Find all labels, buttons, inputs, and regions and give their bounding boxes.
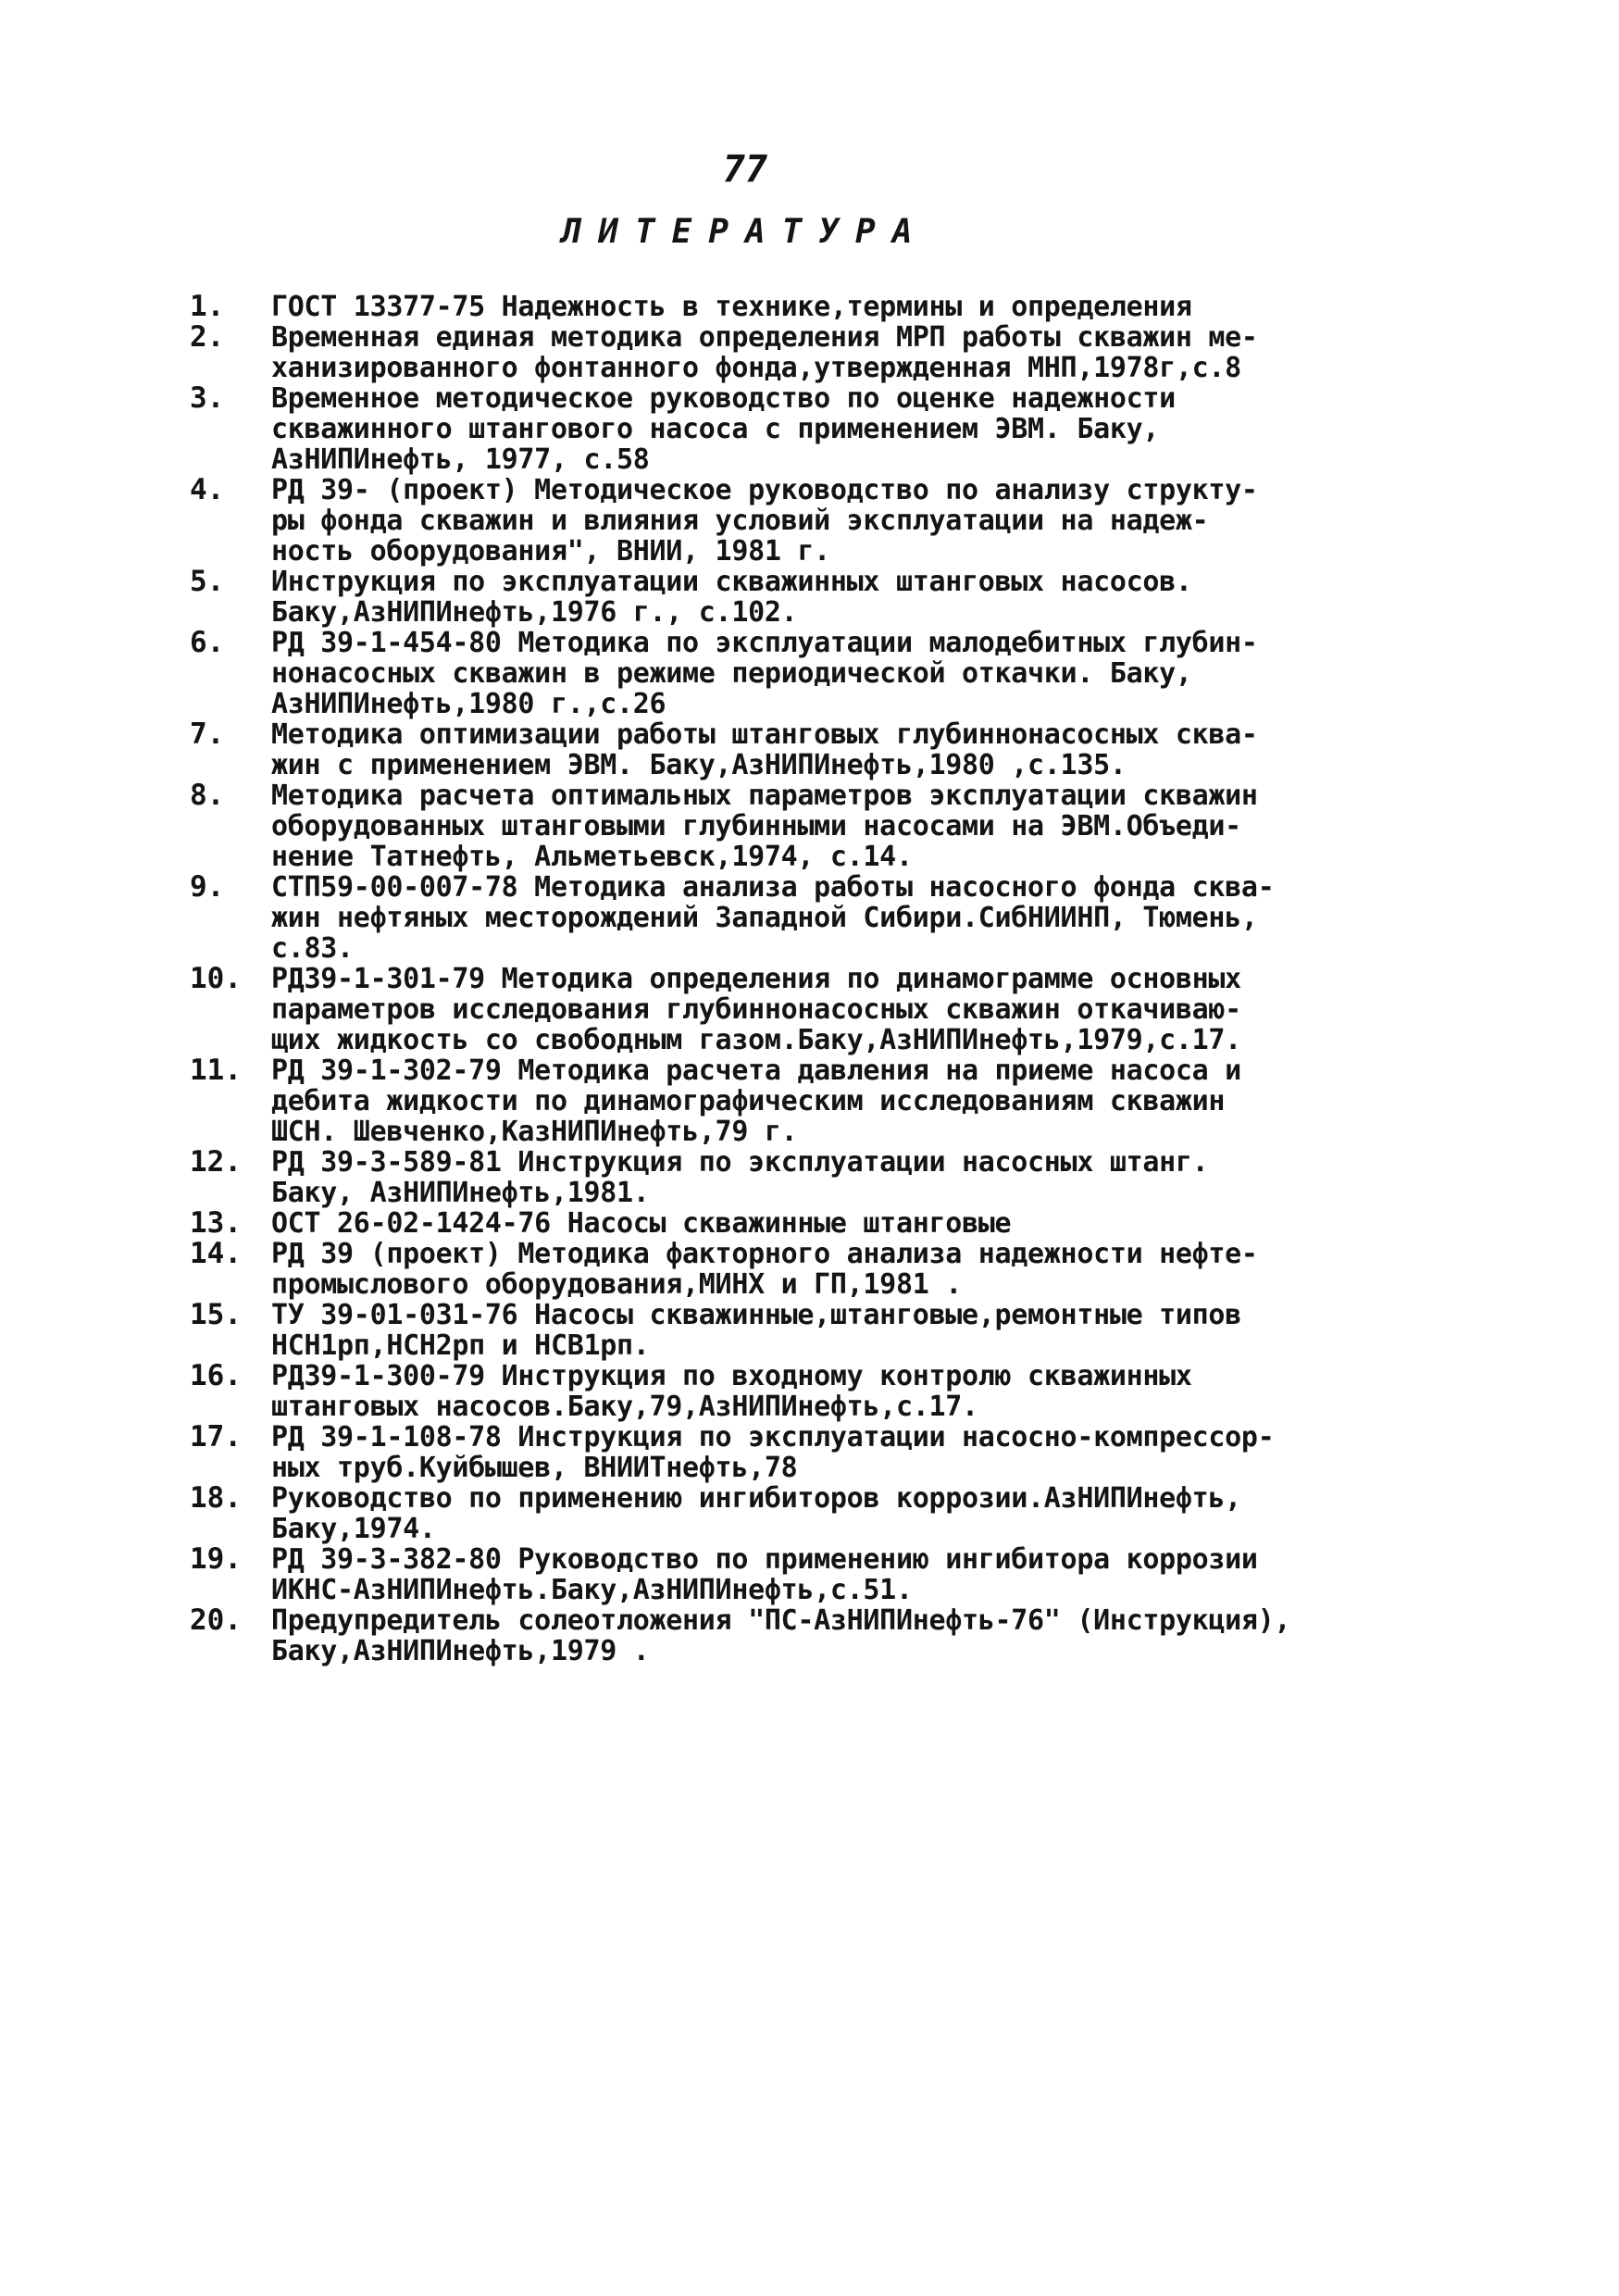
page-number: 77 <box>722 148 768 191</box>
reference-line: РД39-1-300-79 Инструкция по входному контролю скважинных <box>271 1360 1192 1392</box>
reference-text <box>271 1544 1467 1605</box>
reference-number: 20. <box>190 1603 242 1637</box>
reference-text <box>271 1208 1467 1239</box>
page-heading: ЛИТЕРАТУРА <box>561 213 929 251</box>
reference-number: 9. <box>190 870 225 904</box>
reference-item <box>190 475 1467 567</box>
reference-number: 17. <box>190 1420 242 1454</box>
reference-line: ных труб.Куйбышев, ВНИИТнефть,78 <box>271 1452 798 1484</box>
reference-line: Инструкция по эксплуатации скважинных штанговых насосов. <box>271 566 1192 598</box>
reference-item <box>190 1300 1467 1361</box>
reference-item <box>190 383 1467 475</box>
reference-item <box>190 1483 1467 1544</box>
reference-line: ность оборудования", ВНИИ, 1981 г. <box>271 535 830 568</box>
reference-line: АзНИПИнефть,1980 г.,с.26 <box>271 688 666 720</box>
reference-line: промыслового оборудования,МИНХ и ГП,1981 . <box>271 1268 962 1301</box>
reference-line: Методика оптимизации работы штанговых глубиннонасосных сква- <box>271 718 1258 751</box>
reference-number: 5. <box>190 565 225 598</box>
reference-number: 8. <box>190 779 225 812</box>
reference-item <box>190 964 1467 1055</box>
reference-number: 18. <box>190 1481 242 1515</box>
reference-text <box>271 628 1467 719</box>
reference-text <box>271 292 1467 322</box>
reference-item <box>190 719 1467 780</box>
reference-text <box>271 1605 1467 1666</box>
reference-number: 2. <box>190 320 225 354</box>
reference-line: ИКНС-АзНИПИнефть.Баку,АзНИПИнефть,с.51. <box>271 1574 913 1606</box>
reference-number: 6. <box>190 626 225 659</box>
reference-text <box>271 1239 1467 1300</box>
reference-list <box>190 292 1467 1666</box>
reference-line: нение Татнефть, Альметьевск,1974, с.14. <box>271 841 913 873</box>
reference-line: РД 39-3-382-80 Руководство по применению ингибитора коррозии <box>271 1543 1258 1576</box>
reference-line: с.83. <box>271 932 354 965</box>
reference-item <box>190 1361 1467 1422</box>
reference-line: ры фонда скважин и влияния условий эксплуатации на надеж- <box>271 505 1209 537</box>
reference-line: штанговых насосов.Баку,79,АзНИПИнефть,с.17. <box>271 1391 978 1423</box>
reference-number: 1. <box>190 290 225 323</box>
reference-line: ШСН. Шевченко,КазНИПИнефть,79 г. <box>271 1116 798 1148</box>
reference-line: оборудованных штанговыми глубинными насосами на ЭВМ.Объеди- <box>271 810 1241 842</box>
reference-line: РД 39 (проект) Методика факторного анализа надежности нефте- <box>271 1238 1258 1270</box>
reference-item <box>190 292 1467 322</box>
reference-text <box>271 1147 1467 1208</box>
reference-number: 19. <box>190 1542 242 1576</box>
reference-line: ханизированного фонтанного фонда,утвержденная МНП,1978г,с.8 <box>271 352 1241 384</box>
reference-text <box>271 964 1467 1055</box>
reference-number: 16. <box>190 1359 242 1392</box>
reference-text <box>271 1483 1467 1544</box>
reference-item <box>190 1544 1467 1605</box>
reference-line: жин с применением ЭВМ. Баку,АзНИПИнефть,1980 ,с.135. <box>271 749 1127 781</box>
reference-line: дебита жидкости по динамографическим исследованиям скважин <box>271 1085 1226 1117</box>
reference-item <box>190 1055 1467 1147</box>
reference-number: 10. <box>190 962 242 995</box>
reference-text <box>271 1361 1467 1422</box>
reference-line: СТП59-00-007-78 Методика анализа работы насосного фонда сква- <box>271 871 1275 904</box>
reference-line: Предупредитель солеотложения "ПС-АзНИПИнефть-76" (Инструкция), <box>271 1604 1291 1637</box>
reference-text <box>271 567 1467 628</box>
reference-text <box>271 719 1467 780</box>
reference-line: Баку,1974. <box>271 1513 436 1545</box>
reference-text <box>271 322 1467 383</box>
reference-line: параметров исследования глубиннонасосных скважин откачиваю- <box>271 993 1241 1026</box>
reference-line: Методика расчета оптимальных параметров эксплуатации скважин <box>271 780 1258 812</box>
reference-text <box>271 1300 1467 1361</box>
reference-number: 4. <box>190 473 225 506</box>
reference-item <box>190 780 1467 872</box>
reference-line: нонасосных скважин в режиме периодической откачки. Баку, <box>271 657 1192 690</box>
reference-number: 3. <box>190 381 225 415</box>
reference-number: 15. <box>190 1298 242 1331</box>
reference-text <box>271 383 1467 475</box>
reference-line: жин нефтяных месторождений Западной Сибири.СибНИИНП, Тюмень, <box>271 902 1258 934</box>
reference-line: Временное методическое руководство по оценке надежности <box>271 382 1176 415</box>
reference-item <box>190 322 1467 383</box>
reference-line: Временная единая методика определения МРП работы скважин ме- <box>271 321 1258 354</box>
reference-item <box>190 872 1467 964</box>
reference-line: РД39-1-301-79 Методика определения по динамограмме основных <box>271 963 1241 995</box>
reference-line: Баку,АзНИПИнефть,1979 . <box>271 1635 650 1667</box>
reference-text <box>271 1055 1467 1147</box>
reference-item <box>190 1605 1467 1666</box>
reference-line: ОСТ 26-02-1424-76 Насосы скважинные штанговые <box>271 1207 1012 1240</box>
reference-line: АзНИПИнефть, 1977, с.58 <box>271 443 650 476</box>
reference-line: Баку, АзНИПИнефть,1981. <box>271 1177 650 1209</box>
reference-line: РД 39-1-302-79 Методика расчета давления на приеме насоса и <box>271 1054 1241 1087</box>
reference-number: 14. <box>190 1237 242 1270</box>
reference-line: РД 39-1-454-80 Методика по эксплуатации малодебитных глубин- <box>271 627 1258 659</box>
reference-item <box>190 1147 1467 1208</box>
reference-number: 12. <box>190 1145 242 1179</box>
reference-line: Руководство по применению ингибиторов коррозии.АзНИПИнефть, <box>271 1482 1241 1515</box>
reference-line: ГОСТ 13377-75 Надежность в технике,термины и определения <box>271 291 1192 323</box>
reference-number: 11. <box>190 1054 242 1087</box>
reference-line: НСН1рп,НСН2рп и НСВ1рп. <box>271 1329 650 1362</box>
reference-item <box>190 1239 1467 1300</box>
reference-item <box>190 567 1467 628</box>
reference-number: 13. <box>190 1206 242 1240</box>
reference-item <box>190 1422 1467 1483</box>
reference-line: РД 39- (проект) Методическое руководство по анализу структу- <box>271 474 1258 506</box>
reference-text <box>271 1422 1467 1483</box>
reference-line: Баку,АзНИПИнефть,1976 г., с.102. <box>271 596 798 629</box>
reference-item <box>190 1208 1467 1239</box>
reference-line: ТУ 39-01-031-76 Насосы скважинные,штанговые,ремонтные типов <box>271 1299 1241 1331</box>
reference-text <box>271 872 1467 964</box>
reference-number: 7. <box>190 718 225 751</box>
reference-line: щих жидкость со свободным газом.Баку,АзНИПИнефть,1979,с.17. <box>271 1024 1241 1056</box>
reference-text <box>271 475 1467 567</box>
reference-item <box>190 628 1467 719</box>
reference-text <box>271 780 1467 872</box>
reference-line: РД 39-1-108-78 Инструкция по эксплуатации насосно-компрессор- <box>271 1421 1275 1454</box>
reference-line: скважинного штангового насоса с применением ЭВМ. Баку, <box>271 413 1160 445</box>
reference-line: РД 39-3-589-81 Инструкция по эксплуатации насосных штанг. <box>271 1146 1209 1179</box>
